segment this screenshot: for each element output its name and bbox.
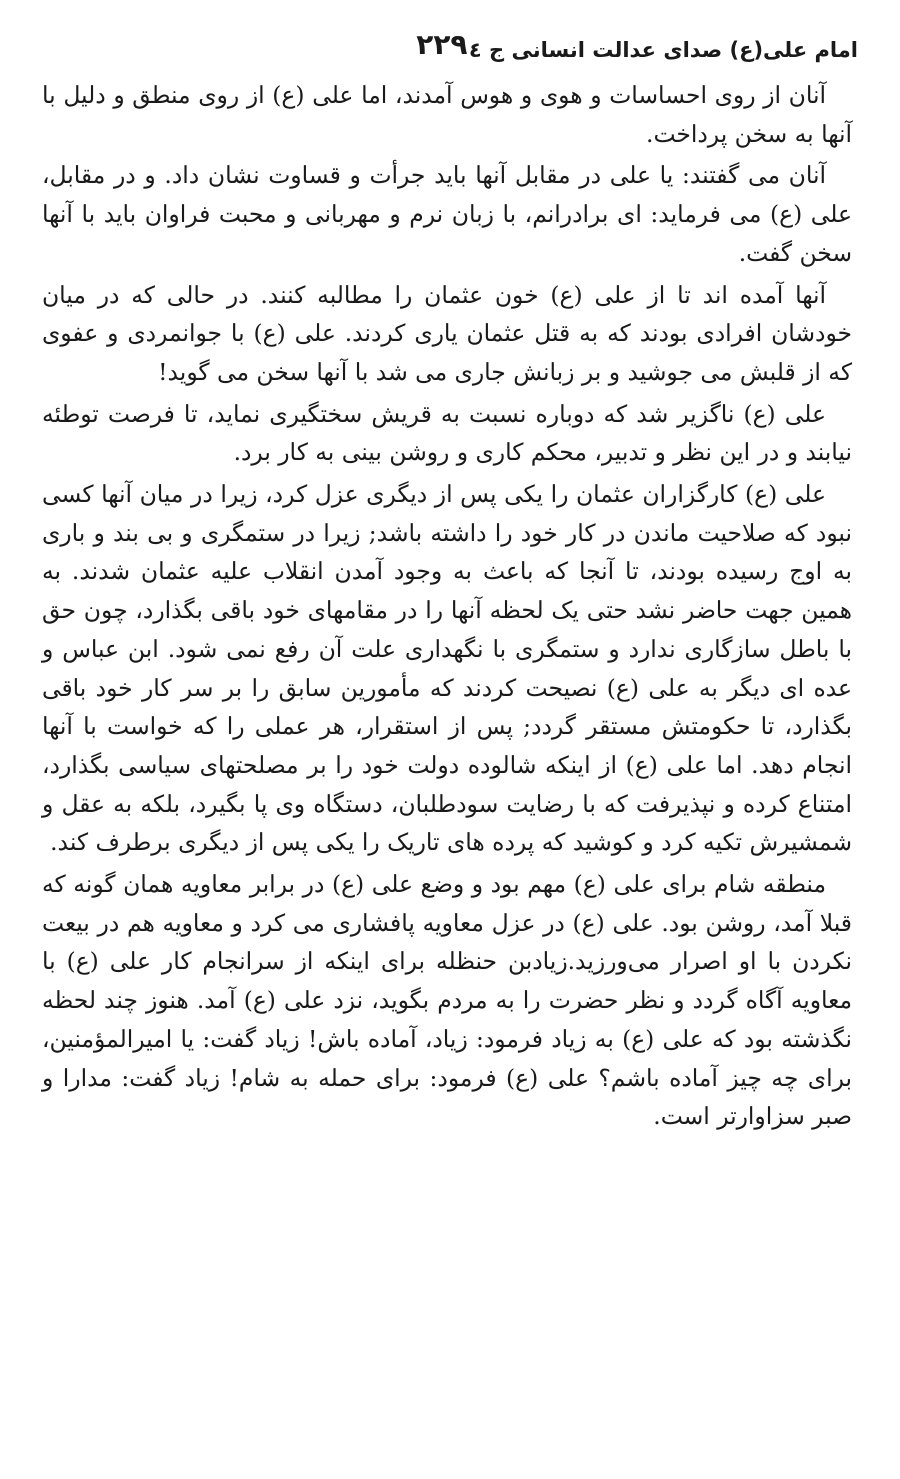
body-text: [42, 76, 852, 1139]
paragraph: آنان می گفتند: یا علی در مقابل آنها باید جرأت و قساوت نشان داد. و در مقابل، علی (ع) می فرماید: ای برادرانم، با زبان نرم و مهربانی و محبت فراوان باید با آنها سخن گفت.: [42, 161, 852, 267]
page-number: ٢٢٩: [416, 28, 468, 61]
paragraph: آنان از روی احساسات و هوی و هوس آمدند، اما علی (ع) از روی منطق و دلیل با آنها به سخن پرداخت.: [42, 81, 852, 148]
page-header: [36, 28, 858, 68]
paragraph: منطقه شام برای علی (ع) مهم بود و وضع علی (ع) در برابر معاویه همان گونه که قبلا آمد، روشن بود. علی (ع) در عزل معاویه پافشاری می کرد و معاویه هم در بیعت نکردن با او اصرار می‌ورزید.زیادبن حنظله برای اینکه از سرانجام کار علی (ع) با معاویه آگاه گردد و نظر حضرت را به مردم بگوید، نزد علی (ع) آمد. هنوز چند لحظه نگذشته بود که علی (ع) به زیاد فرمود: زیاد، آماده باش! زیاد گفت: یا امیرالمؤمنین، برای چه چیز آماده باشم؟ علی (ع) فرمود: برای حمله به شام! زیاد گفت: مدارا و صبر سزاوارتر است.: [42, 870, 852, 1131]
paragraph: علی (ع) کارگزاران عثمان را یکی پس از دیگری عزل کرد، زیرا در میان آنها کسی نبود که صلاحیت ماندن در کار خود را داشته باشد; زیرا در ستمگری و بی بند و باری به اوج رسیده بودند، تا آنجا که باعث به وجود آمدن انقلاب علیه عثمان شدند. به همین جهت حاضر نشد حتی یک لحظه آنها را در مقامهای خود باقی بگذارد، چون حق با باطل سازگاری ندارد و ستمگری با نگهداری علت آن رفع نمی شود. ابن عباس و عده ای دیگر به علی (ع) نصیحت کردند که مأمورین سابق را بر سر کار خود باقی بگذارد، تا حکومتش مستقر گردد; پس از استقرار، هر عملی را که خواست با آنها انجام دهد. اما علی (ع) از اینکه شالوده دولت خود را بر مصلحتهای سیاسی بگذارد، امتناع کرده و نپذیرفت که با رضایت سودطلبان، دستگاه وی پا بگیرد، بلکه به عقل و شمشیرش تکیه کرد و کوشید که پرده های تاریک را یکی پس از دیگری برطرف کند.: [42, 480, 852, 857]
paragraph: آنها آمده اند تا از علی (ع) خون عثمان را مطالبه کنند. در حالی که در میان خودشان افرادی بودند که به قتل عثمان یاری کردند. علی (ع) با جوانمردی و عفوی که از قلبش می جوشید و بر زبانش جاری می شد با آنها سخن می گوید!: [42, 280, 852, 386]
paragraph: علی (ع) ناگزیر شد که دوباره نسبت به قریش سختگیری نماید، تا فرصت توطئه نیابند و در این نظر و تدبیر، محکم کاری و روشن بینی به کار برد.: [42, 399, 852, 467]
running-title: امام علی(ع) صدای عدالت انسانی ج ٤: [468, 38, 858, 62]
